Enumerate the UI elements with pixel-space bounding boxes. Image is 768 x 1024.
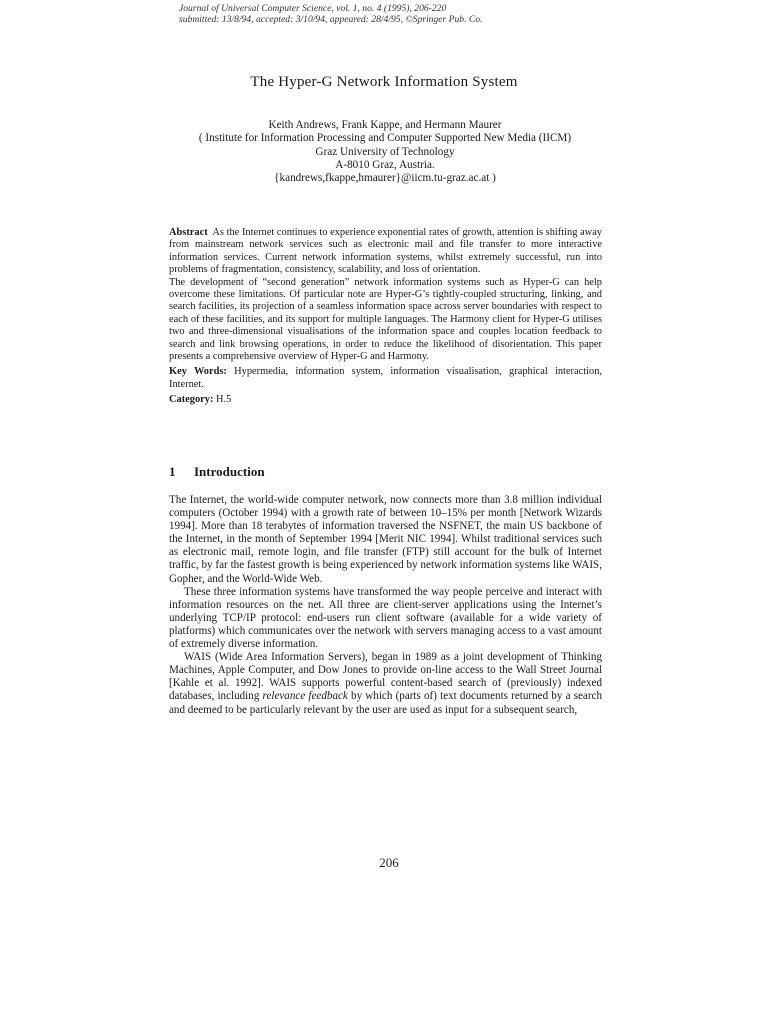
keywords-text: Hypermedia, information system, information visualisation, graphical interaction, Internet. <box>169 366 602 390</box>
journal-header <box>179 3 599 25</box>
author-university: Graz University of Technology <box>315 145 455 158</box>
section-body <box>169 494 602 717</box>
body-paragraph-3-end: by which (parts of) text documents returned by a search and deemed to be particularly relevant by the user are used as input for a subsequent search, <box>169 690 602 716</box>
body-paragraph-3-start: WAIS (Wide Area Information Servers), began in 1989 as a joint development of Thinking Machines, Apple Computer, and Dow Jones to provide on-line access to the Wall Street Journal [Kahle et al. 1992]. WAIS supports powerful content-based search of (previously) indexed databases, including <box>169 651 602 703</box>
author-block <box>168 119 602 185</box>
paper-title: The Hyper-G Network Information System <box>250 74 518 90</box>
abstract-label: Abstract <box>169 227 208 238</box>
abstract-paragraph-2: The development of “second generation” network information systems such as Hyper-G can help overcome these limitations. Of particular note are Hyper-G’s tightly-coupled structuring, linking, and search facilities, its projection of a seamless information space across server boundaries with respect to each of these facilities, and its support for multiple languages. The Harmony client for Hyper-G utilises two and three-dimensional visualisations of the information space and couples location feedback to search and link browsing operations, in order to reduce the likelihood of disorientation. This paper presents a comprehensive overview of Hyper-G and Harmony. <box>169 276 602 363</box>
author-institute: ( Institute for Information Processing and Computer Supported New Media (IICM) <box>198 132 572 145</box>
category-text: H.5 <box>216 394 232 406</box>
page-number: 206 <box>379 855 399 870</box>
journal-citation: Journal of Universal Computer Science, vol. 1, no. 4 (1995), 206-220 <box>179 3 447 14</box>
section-heading <box>169 464 265 480</box>
section-number: 1 <box>169 464 176 479</box>
author-address: A-8010 Graz, Austria. <box>335 158 435 171</box>
body-paragraph-3 <box>169 651 602 716</box>
section-title: Introduction <box>194 464 265 479</box>
keywords <box>169 366 602 391</box>
author-email: {kandrews,fkappe,hmaurer}@iicm.tu-graz.ac.at ) <box>274 172 496 185</box>
author-names: Keith Andrews, Frank Kappe, and Hermann Maurer <box>268 119 502 131</box>
body-paragraph-1: The Internet, the world-wide computer network, now connects more than 3.8 million individual computers (October 1994) with a growth rate of between 10–15% per month [Network Wizards 1994]. More than 18 terabytes of information traversed the NSFNET, the main US backbone of the Internet, in the month of September 1994 [Merit NIC 1994]. Whilst traditional services such as electronic mail, remote login, and file transfer (FTP) still account for the bulk of Internet traffic, by far the fastest growth is being experienced by network information systems like WAIS, Gopher, and the World-Wide Web. <box>169 494 602 585</box>
keywords-label: Key Words: <box>169 366 227 378</box>
category <box>169 394 602 406</box>
body-paragraph-2: These three information systems have transformed the way people perceive and interact with information resources on the net. All three are client-server applications using the Internet’s underlying TCP/IP protocol: end-users run client software (available for a wide variety of platforms) which communicates over the network with servers managing access to a vast amount of extremely diverse information. <box>169 585 602 651</box>
category-label: Category: <box>169 394 214 406</box>
abstract-text-1: As the Internet continues to experience exponential rates of growth, attention is shifting away from mainstream network services such as electronic mail and file transfer to more interactive information services. Current network information systems, whilst extremely successful, run into problems of fragmentation, consistency, scalability, and loss of orientation. <box>169 227 602 276</box>
submission-dates: submitted: 13/8/94, accepted: 3/10/94, appeared: 28/4/95, ©Springer Pub. Co. <box>179 14 483 25</box>
abstract-section <box>169 227 602 407</box>
relevance-feedback-term: relevance feedback <box>262 690 348 703</box>
abstract-paragraph-1 <box>169 227 602 277</box>
